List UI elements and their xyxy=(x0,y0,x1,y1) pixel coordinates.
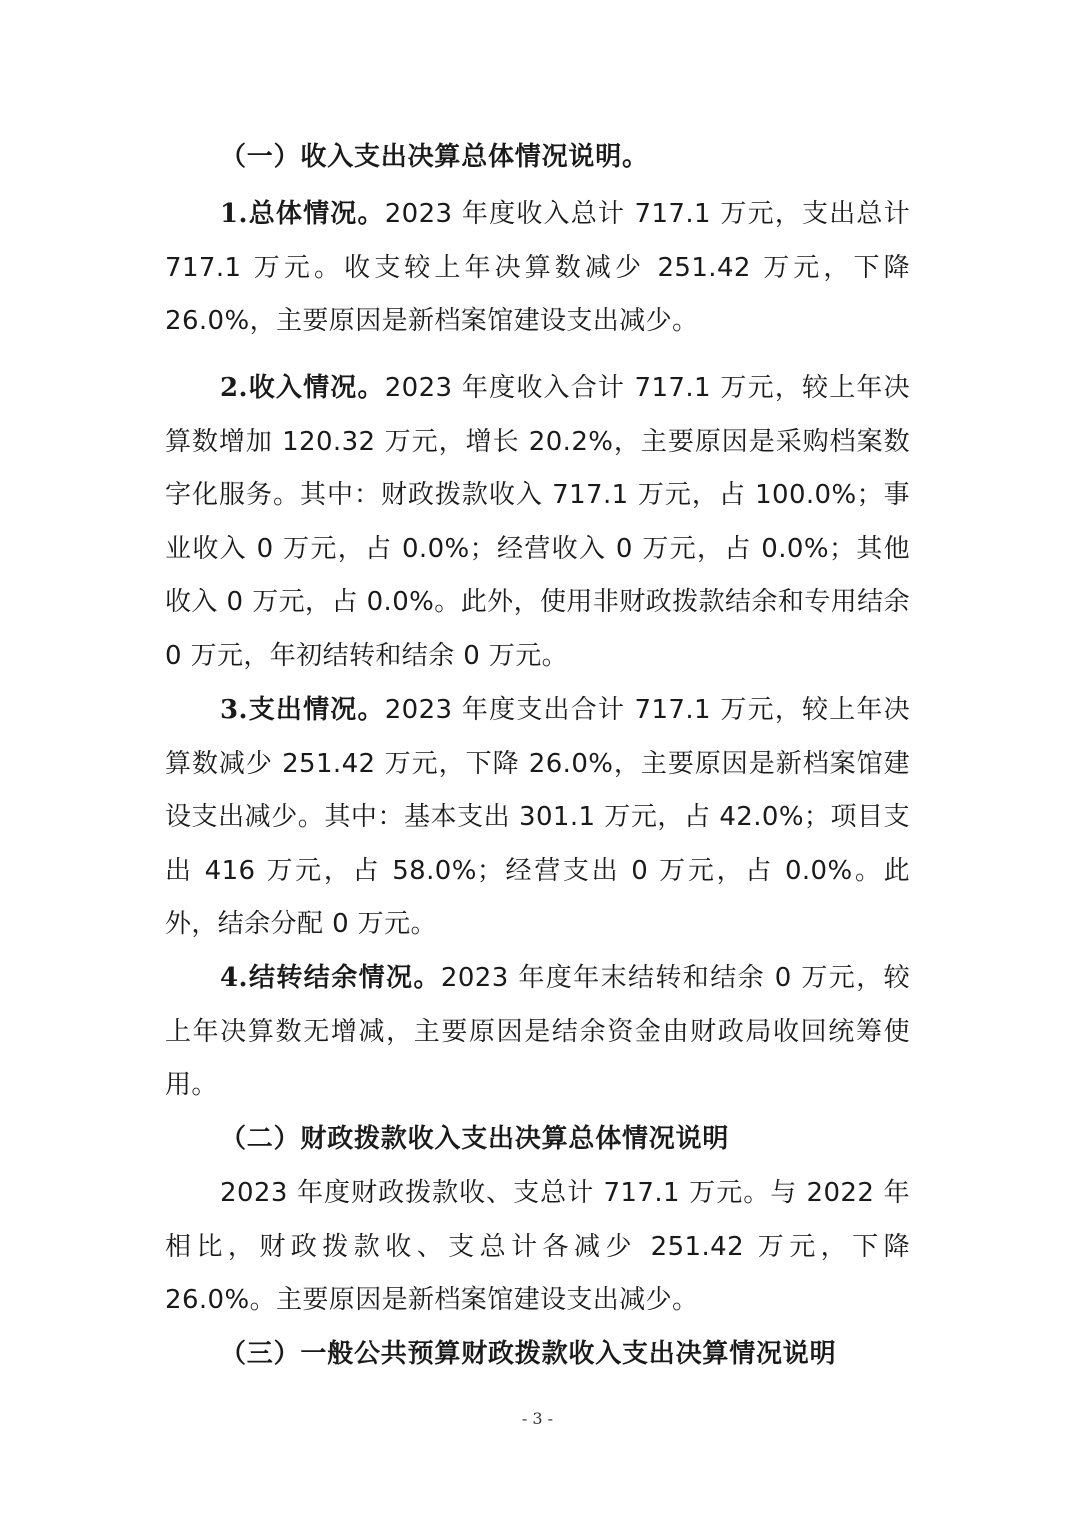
paragraph-carryover xyxy=(165,952,910,1113)
section-heading-3: （三）一般公共预算财政拨款收入支出决算情况说明 xyxy=(220,1339,837,1369)
section-heading-1: （一）收入支出决算总体情况说明。 xyxy=(220,142,649,172)
paragraph-fiscal-allocation: 2023 年度财政拨款收、支总计 717.1 万元。与 2022 年相比，财政拨款收、支总计各减少 251.42 万元，下降 26.0%。主要原因是新档案馆建设支出减少。 xyxy=(165,1178,910,1315)
paragraph-lead: 2.收入情况。 xyxy=(220,373,385,403)
paragraph-text: 2023 年度年末结转和结余 0 万元，较上年决算数无增减，主要原因是结余资金由财政局收回统筹使用。 xyxy=(165,963,911,1100)
paragraph-lead: 3.支出情况。 xyxy=(220,695,385,725)
paragraph-text: 2023 年度收入合计 717.1 万元，较上年决算数增加 120.32 万元，增长 20.2%，主要原因是采购档案数字化服务。其中：财政拨款收入 717.1 万元，占 100.0%；事业收入 0 万元，占 0.0%；经营收入 0 万元，占 0.0%；其他收入 0 万元，占 0.0%。此外，使用非财政拨款结余和专用结余 0 万元，年初结转和结余 0 万元。 xyxy=(165,373,910,671)
paragraph-lead: 1.总体情况。 xyxy=(220,199,385,229)
paragraph-text: 2023 年度收入总计 717.1 万元，支出总计 717.1 万元。收支较上年决算数减少 251.42 万元，下降 26.0%，主要原因是新档案馆建设支出减少。 xyxy=(165,199,910,336)
section-heading-2: （二）财政拨款收入支出决算总体情况说明 xyxy=(220,1124,730,1154)
paragraph-text: 2023 年度支出合计 717.1 万元，较上年决算数减少 251.42 万元，下降 26.0%，主要原因是新档案馆建设支出减少。其中：基本支出 301.1 万元，占 42.0%；项目支出 416 万元，占 58.0%；经营支出 0 万元，占 0.0%。此外，结余分配 0 万元。 xyxy=(165,695,910,939)
paragraph-overall xyxy=(165,188,910,349)
paragraph-expenditure xyxy=(165,684,910,952)
paragraph-lead: 4.结转结余情况。 xyxy=(220,963,441,993)
page-number: - 3 - xyxy=(521,1409,554,1428)
paragraph-income xyxy=(165,362,910,683)
